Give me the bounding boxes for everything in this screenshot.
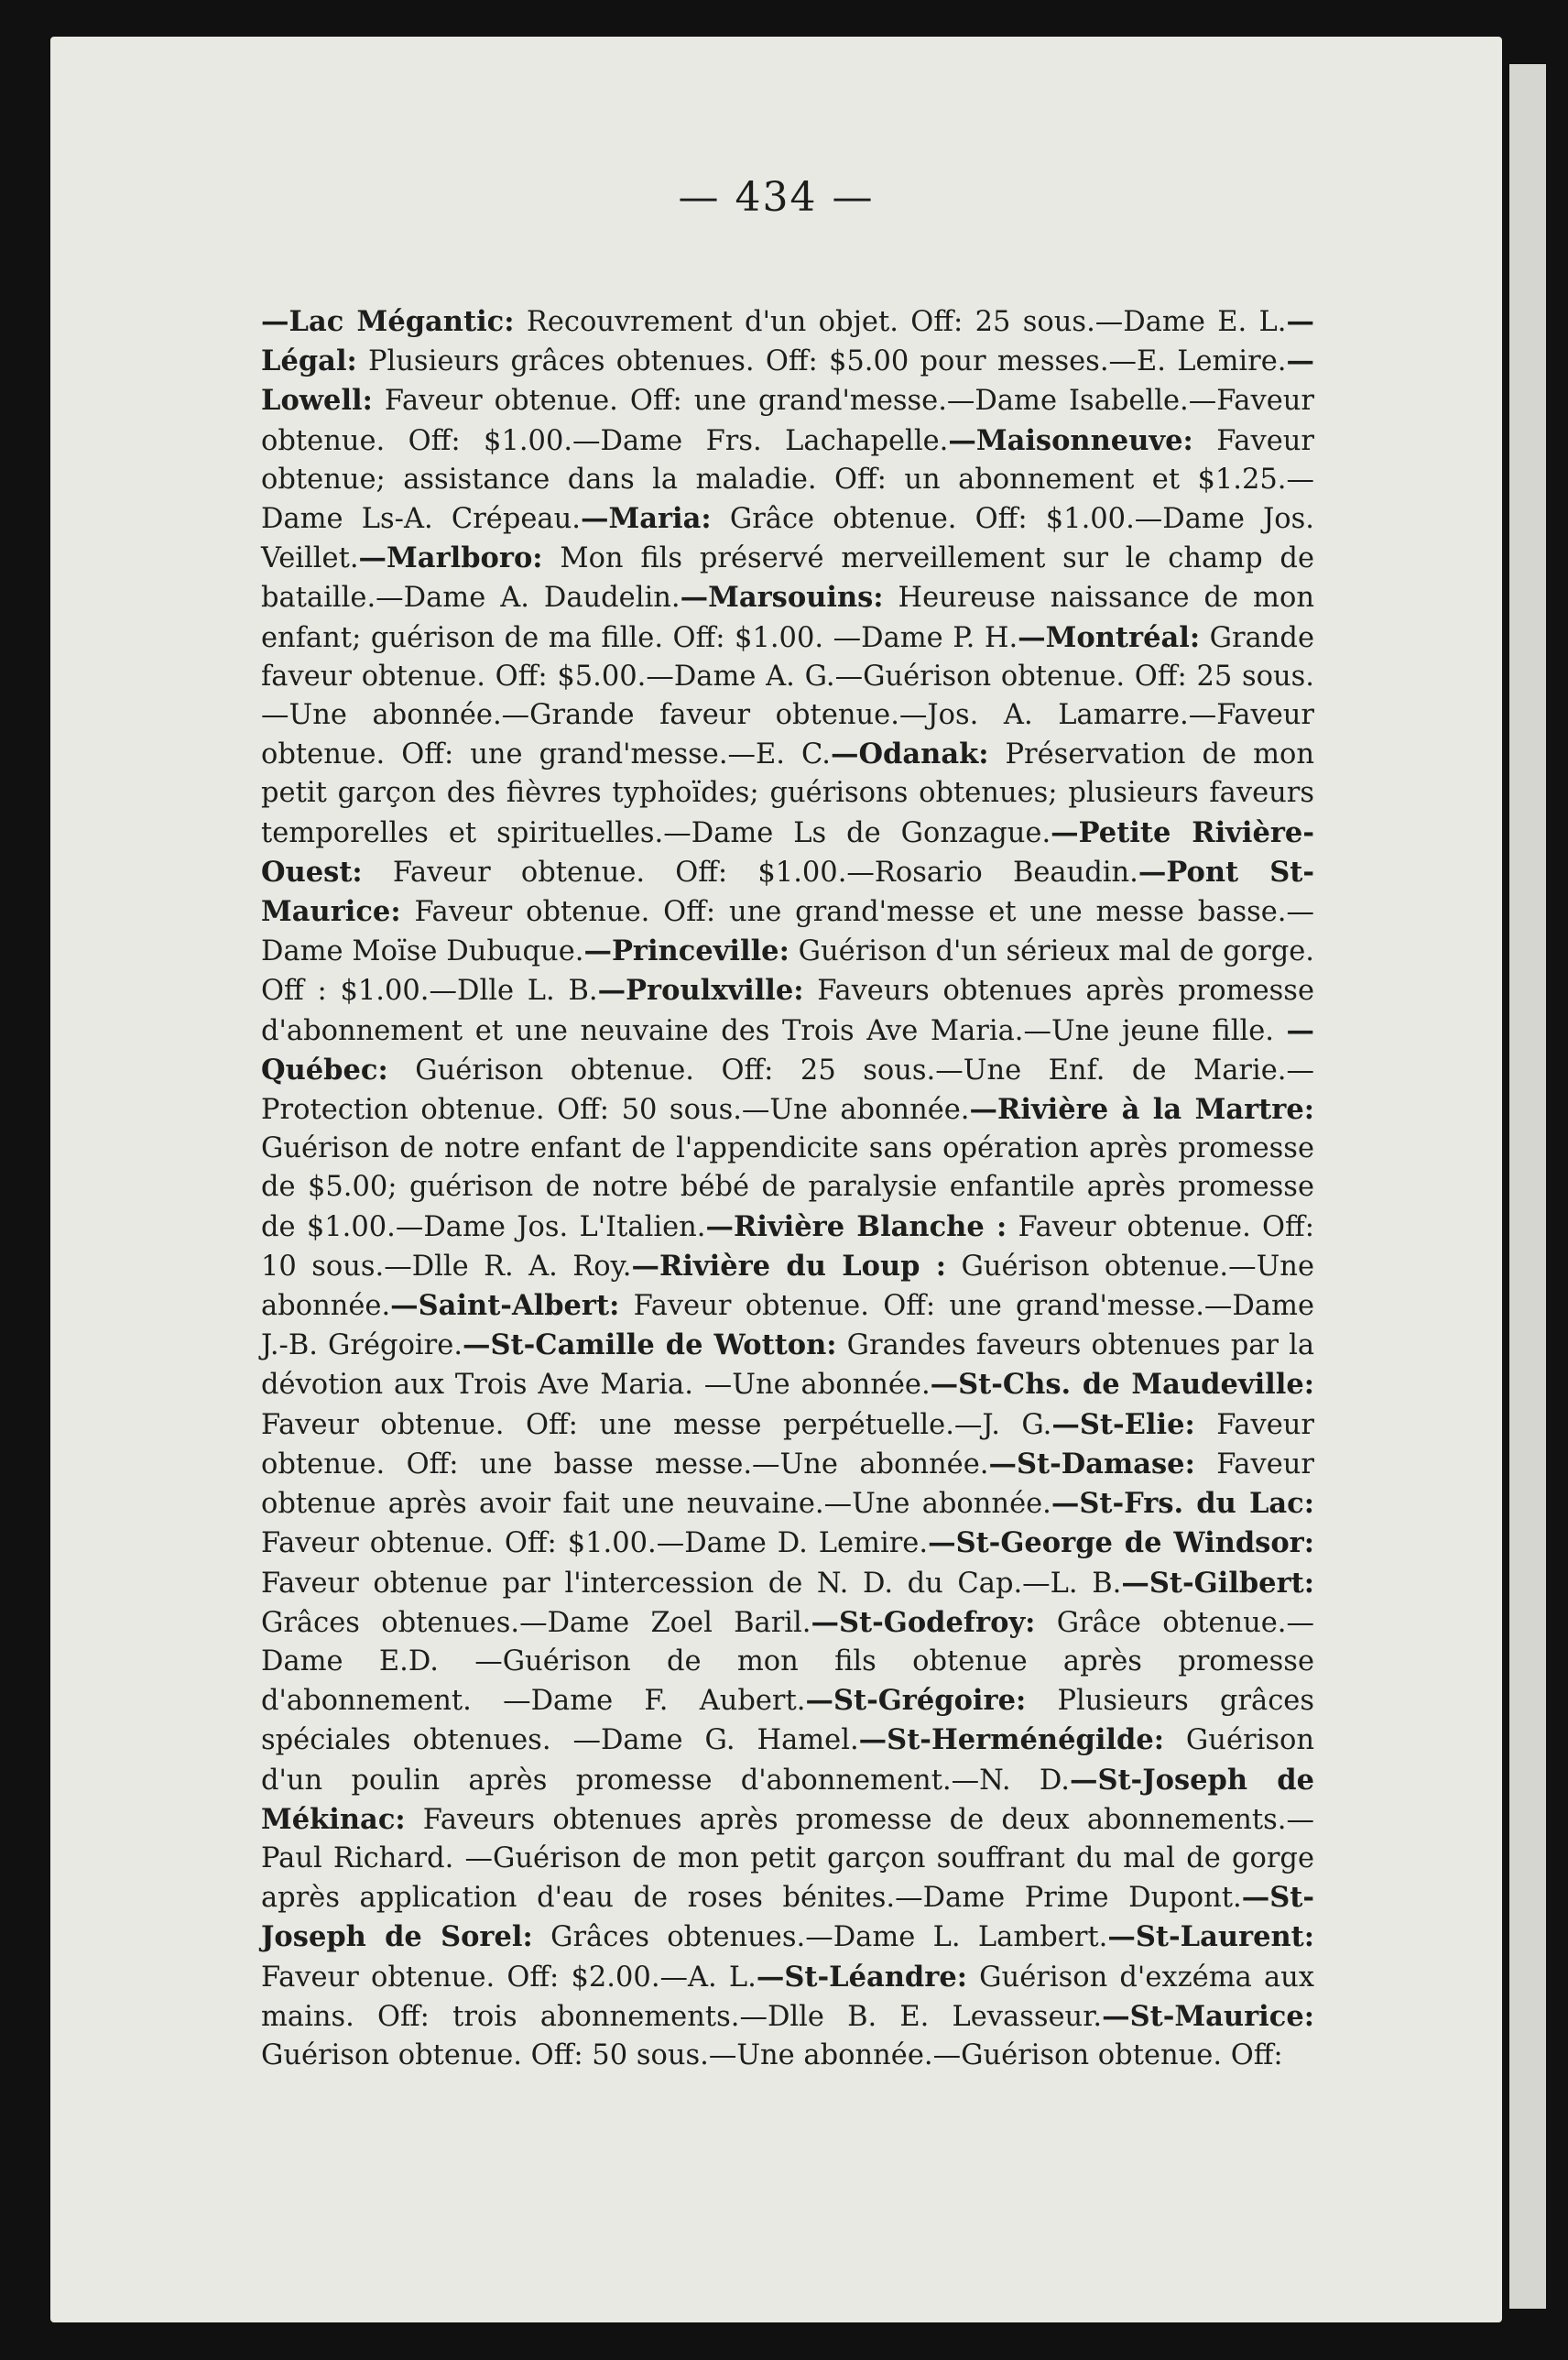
entry-place-name: —St-Damase: xyxy=(988,1447,1195,1480)
entry-place-name: —Maisonneuve: xyxy=(948,423,1193,457)
entry-place-name: —Lac Mégantic: xyxy=(261,305,515,338)
adjacent-page-edge xyxy=(1509,64,1546,2309)
entry-place-name: —Marsouins: xyxy=(680,581,884,615)
document-page xyxy=(50,37,1502,2322)
entry-place-name: —Maria: xyxy=(580,502,712,536)
entry-place-name: —Québec: xyxy=(261,1013,1314,1087)
entry-text: Faveurs obtenues après promesse d'abonnement et une neuvaine des Trois Ave Maria.—Une jeune fille. xyxy=(261,975,1314,1047)
entry-place-name: —St-Joseph de Mékinac: xyxy=(261,1763,1314,1836)
entry-place-name: —St-Maurice: xyxy=(1102,1999,1314,2033)
entry-place-name: —Pont St-Maurice: xyxy=(261,855,1314,929)
entry-text: Faveur obtenue par l'intercession de N. D. du Cap.—L. B. xyxy=(261,1567,1122,1600)
entry-place-name: —St-Elie: xyxy=(1051,1407,1195,1441)
entry-place-name: —Petite Rivière-Ouest: xyxy=(261,815,1314,889)
entry-text: Heureuse naissance de mon enfant; guérison de ma fille. Off: $1.00. —Dame P. H. xyxy=(261,582,1314,654)
entry-place-name: —Odanak: xyxy=(830,738,989,771)
entry-text: Recouvrement d'un objet. Off: 25 sous.—Dame E. L. xyxy=(514,306,1287,338)
entry-place-name: —St-Godefroy: xyxy=(811,1605,1036,1639)
entry-place-name: —St-George de Windsor: xyxy=(928,1526,1315,1560)
entry-text: Guérison d'un sérieux mal de gorge. Off : $1.00.—Dlle L. B. xyxy=(261,935,1315,1008)
entry-place-name: —St-Frs. du Lac: xyxy=(1051,1487,1314,1521)
entry-text: Grandes faveurs obtenues par la dévotion aux Trois Ave Maria. —Une abonnée. xyxy=(261,1329,1315,1402)
entry-text: Faveurs obtenues après promesse de deux abonnements.—Paul Richard. —Guérison de mon petit garçon souffrant du mal de gorge après application d'eau de roses bénites.—Dame Prime Dupont. xyxy=(261,1803,1314,1915)
entry-place-name: —Saint-Albert: xyxy=(390,1289,620,1323)
entry-text: Faveur obtenue. Off: 10 sous.—Dlle R. A. Roy. xyxy=(261,1210,1314,1283)
entry-text: Préservation de mon petit garçon des fièvres typhoïdes; guérisons obtenues; plusieurs faveurs temporelles et spirituelles.—Dame Ls de Gonzague. xyxy=(261,738,1315,849)
entry-text: Grande faveur obtenue. Off: $5.00.—Dame A. G.—Guérison obtenue. Off: 25 sous.—Une abonnée.—Grande faveur obtenue.—Jos. A. Lamarre.—Faveur obtenue. Off: une grand'messe.—E. C. xyxy=(261,621,1315,771)
entry-text: Plusieurs grâces obtenues. Off: $5.00 pour messes.—E. Lemire. xyxy=(356,345,1287,378)
entry-text: Faveur obtenue; assistance dans la maladie. Off: un abonnement et $1.25.—Dame Ls-A. Crépeau. xyxy=(261,424,1314,536)
entry-place-name: —St-Gilbert: xyxy=(1121,1566,1314,1600)
entry-place-name: —Proulxville: xyxy=(597,974,804,1008)
entry-place-name: —St-Laurent: xyxy=(1107,1920,1315,1954)
entry-place-name: —Princeville: xyxy=(583,934,789,968)
entry-text: Plusieurs grâces spéciales obtenues. —Dame G. Hamel. xyxy=(261,1685,1314,1757)
entry-text: Faveur obtenue. Off: une basse messe.—Une abonnée. xyxy=(261,1408,1314,1480)
entry-place-name: —Légal: xyxy=(261,305,1314,378)
entry-place-name: —Marlboro: xyxy=(358,541,543,575)
entry-text: Faveur obtenue après avoir fait une neuvaine.—Une abonnée. xyxy=(261,1448,1314,1521)
entry-text: Guérison d'un poulin après promesse d'abonnement.—N. D. xyxy=(261,1724,1314,1797)
entry-text: Grâce obtenue.—Dame E.D. —Guérison de mon fils obtenue après promesse d'abonnement. —Dame F. Aubert. xyxy=(261,1606,1314,1718)
grace-entry xyxy=(261,306,1287,338)
entry-text: Guérison de notre enfant de l'appendicite sans opération après promesse de $5.00; guérison de notre bébé de paralysie enfantile après promesse de $1.00.—Dame Jos. L'Italien. xyxy=(261,1132,1314,1243)
entry-place-name: —Rivière du Loup : xyxy=(631,1249,947,1283)
body-text xyxy=(261,302,1314,2075)
entry-text: Grâces obtenues.—Dame L. Lambert. xyxy=(532,1921,1108,1954)
entry-text: Guérison obtenue. Off: 50 sous.—Une abonnée.—Guérison obtenue. Off: xyxy=(261,2038,1283,2071)
entry-place-name: —Montréal: xyxy=(1018,620,1201,654)
entry-text: Grâce obtenue. Off: $1.00.—Dame Jos. Veillet. xyxy=(261,503,1314,575)
entry-text: Faveur obtenue. Off: une grand'messe et une messe basse.—Dame Moïse Dubuque. xyxy=(261,896,1314,968)
entry-text: Faveur obtenue. Off: une grand'messe.—Dame Isabelle.—Faveur obtenue. Off: $1.00.—Dame Frs. Lachapelle. xyxy=(261,385,1314,457)
entry-place-name: —Rivière Blanche : xyxy=(705,1209,1007,1243)
entry-text: Faveur obtenue. Off: $1.00.—Dame D. Lemire. xyxy=(261,1527,929,1560)
entry-text: Faveur obtenue. Off: une grand'messe.—Dame J.-B. Grégoire. xyxy=(261,1290,1314,1362)
entry-text: Grâces obtenues.—Dame Zoel Baril. xyxy=(261,1606,811,1639)
page-number: — 434 — xyxy=(678,174,875,221)
entry-place-name: —St-Joseph de Sorel: xyxy=(261,1881,1314,1954)
entry-text: Guérison d'exzéma aux mains. Off: trois abonnements.—Dlle B. E. Levasseur. xyxy=(261,1961,1315,2033)
entry-text: Faveur obtenue. Off: une messe perpétuelle.—J. G. xyxy=(261,1408,1052,1441)
entry-place-name: —St-Herménégilde: xyxy=(858,1723,1164,1757)
entry-text: Guérison obtenue.—Une abonnée. xyxy=(261,1250,1315,1323)
entry-place-name: —Rivière à la Martre: xyxy=(969,1093,1314,1127)
entry-place-name: —Lowell: xyxy=(261,344,1314,418)
entry-text: Faveur obtenue. Off: $2.00.—A. L. xyxy=(261,1961,757,1994)
entry-place-name: —St-Léandre: xyxy=(756,1960,967,1994)
entry-text: Faveur obtenue. Off: $1.00.—Rosario Beaudin. xyxy=(362,856,1138,889)
entry-place-name: —St-Grégoire: xyxy=(805,1684,1027,1718)
entry-text: Guérison obtenue. Off: 25 sous.—Une Enf. de Marie.—Protection obtenue. Off: 50 sous.—Une abonnée. xyxy=(261,1054,1314,1127)
entry-text: Mon fils préservé merveillement sur le champ de bataille.—Dame A. Daudelin. xyxy=(261,542,1314,615)
entry-place-name: —St-Chs. de Maudeville: xyxy=(930,1368,1314,1402)
entry-place-name: —St-Camille de Wotton: xyxy=(463,1328,837,1362)
